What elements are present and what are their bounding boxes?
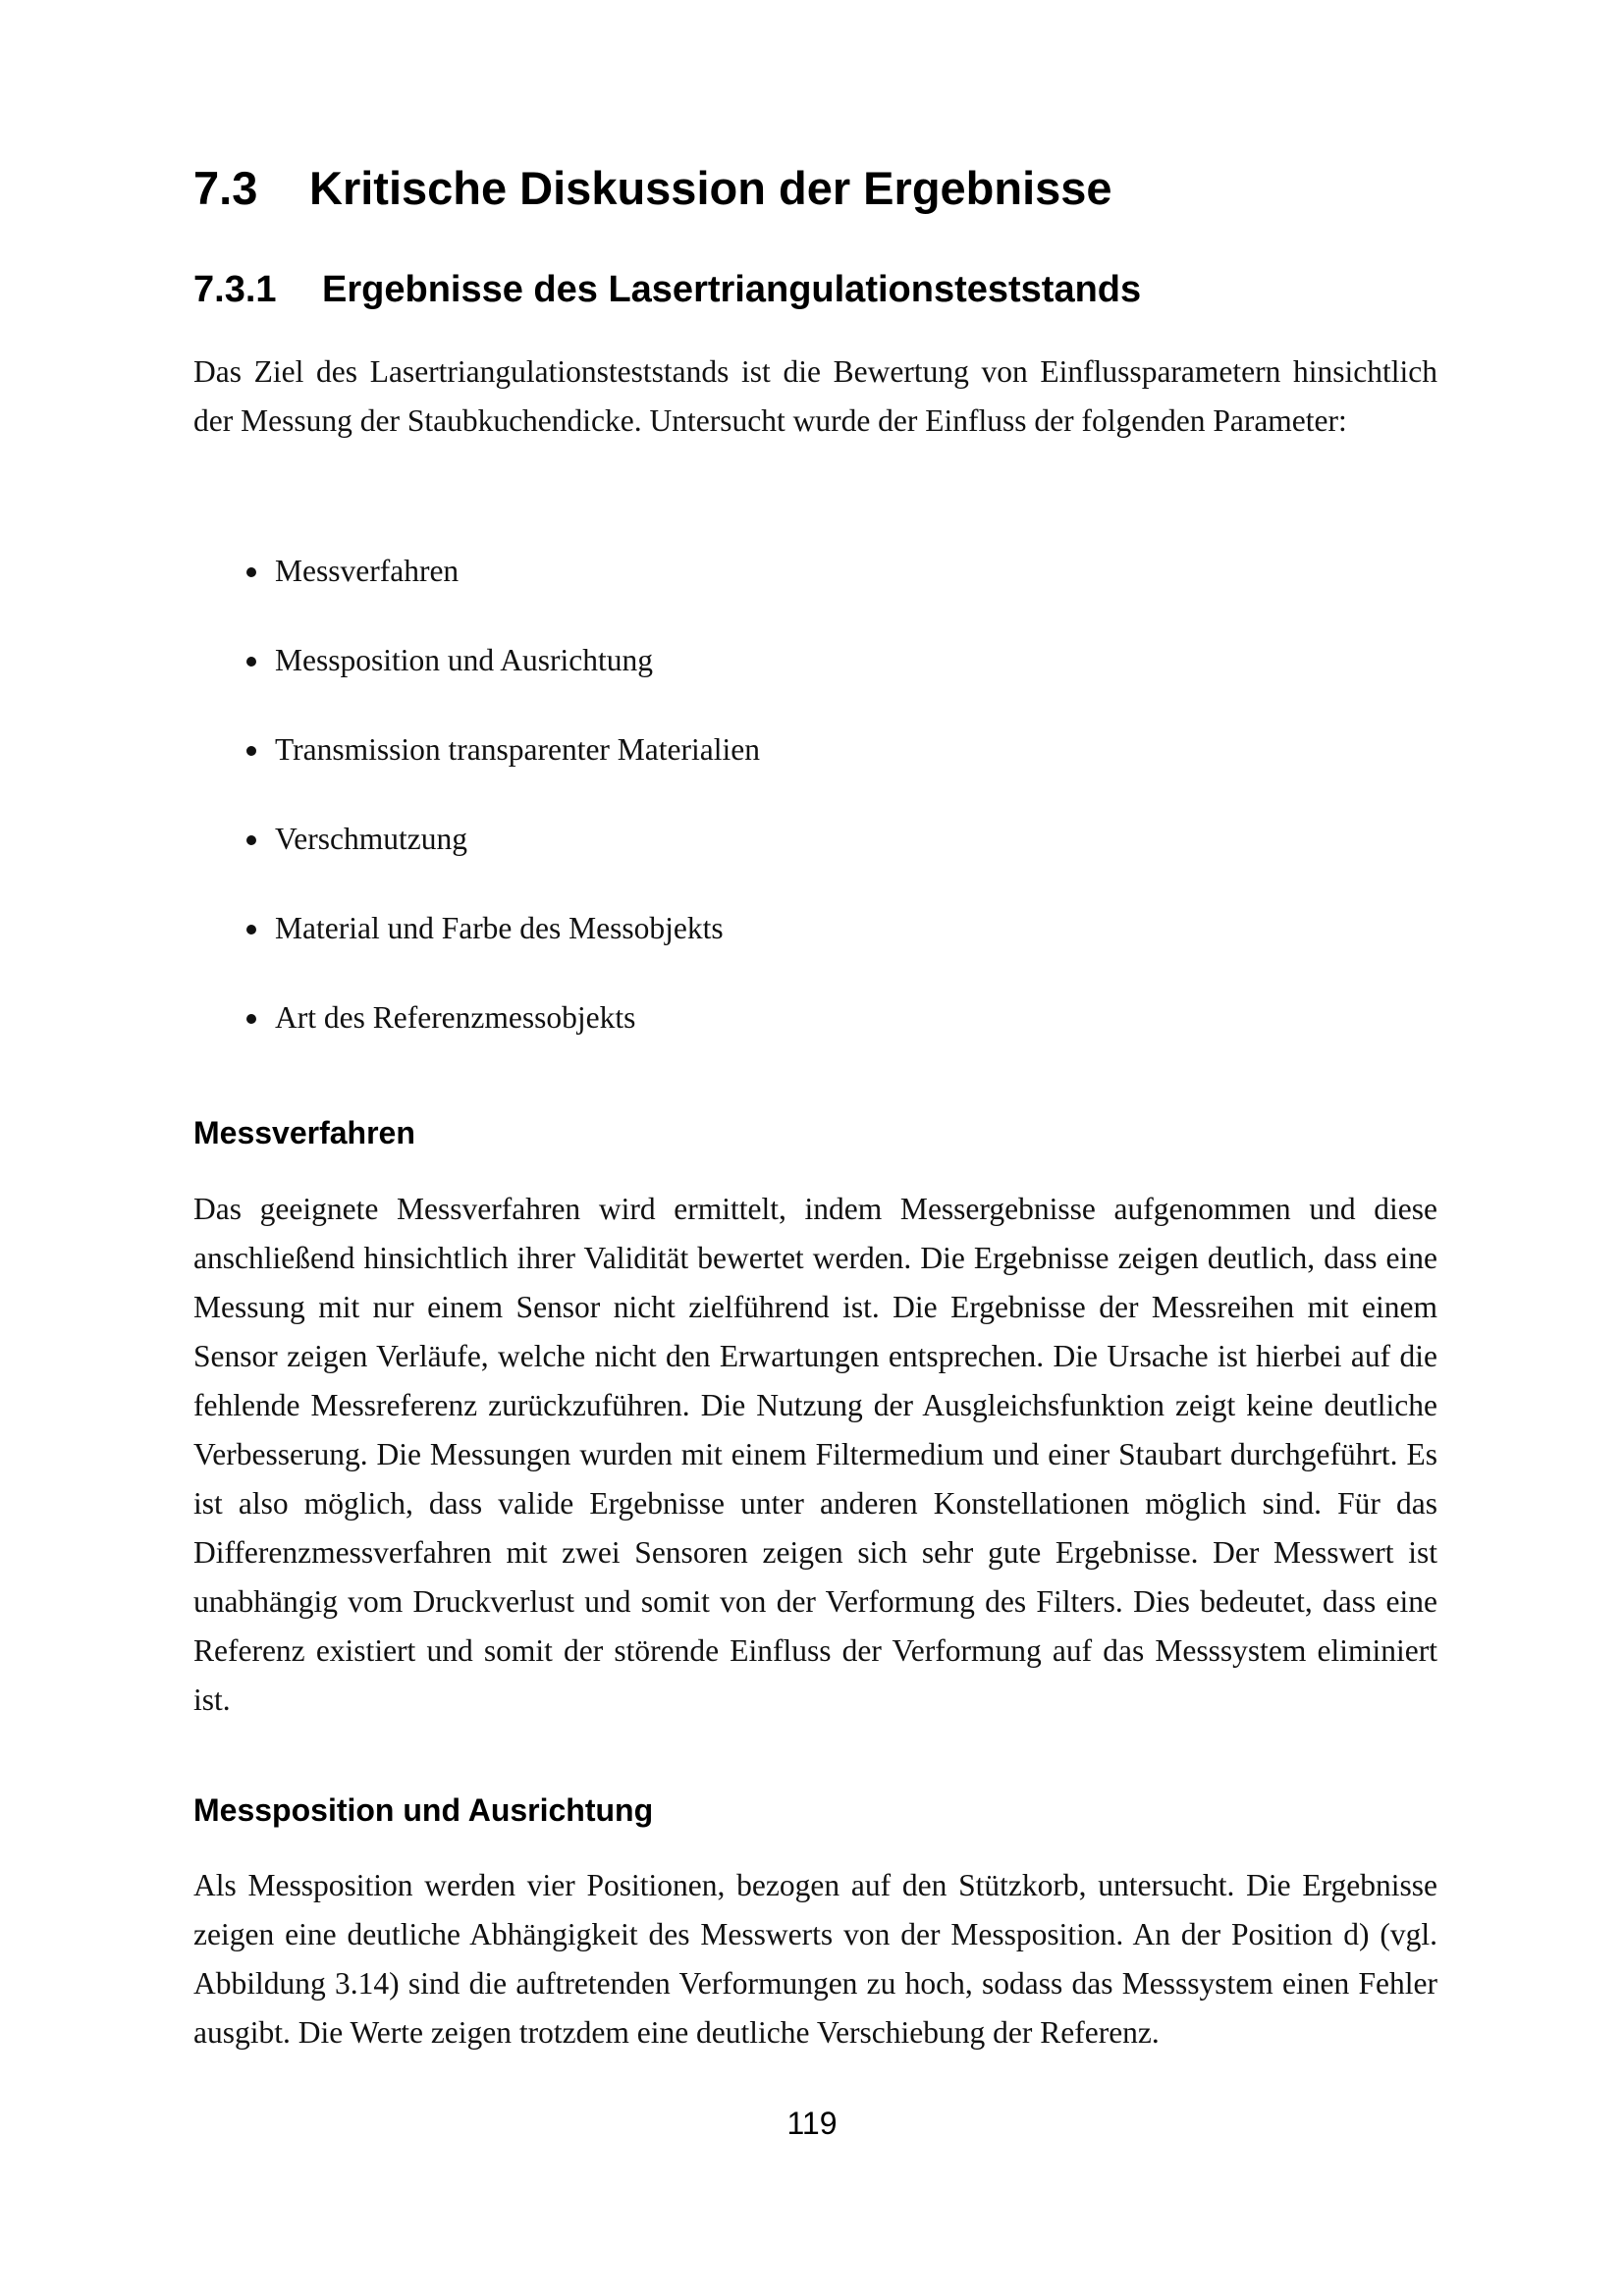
parameter-list [193, 547, 1372, 1083]
section-title: Kritische Diskussion der Ergebnisse [309, 162, 1112, 214]
bullet-icon [246, 657, 256, 667]
list-item [193, 993, 1372, 1083]
list-item-text: Verschmutzung [275, 822, 467, 856]
subsection-number: 7.3.1 [193, 269, 277, 310]
messverfahren-heading: Messverfahren [193, 1115, 415, 1150]
messverfahren-paragraph: Das geeignete Messverfahren wird ermittelt, indem Messergebnisse aufgenommen und diese anschließend hinsichtlich ihrer Validität bewertet werden. Die Ergebnisse zeigen deutlich, dass eine Messung mit nur einem Sensor nicht zielführend ist. Die Ergebnisse der Messreihen mit einem Sensor zeigen Verläufe, welche nicht den Erwartungen entsprechen. Die Ursache ist hierbei auf die fehlende Messreferenz zurückzuführen. Die Nutzung der Ausgleichsfunktion zeigt keine deutliche Verbesserung. Die Messungen wurden mit einem Filtermedium und einer Staubart durchgeführt. Es ist also möglich, dass valide Ergebnisse unter anderen Konstellationen möglich sind. Für das Differenzmessverfahren mit zwei Sensoren zeigen sich sehr gute Ergebnisse. Der Messwert ist unabhängig vom Druckverlust und somit von der Verformung des Filters. Dies bedeutet, dass eine Referenz existiert und somit der störende Einfluss der Verformung auf das Messsystem eliminiert ist. [193, 1192, 1437, 1717]
list-item [193, 815, 1372, 904]
section-number: 7.3 [193, 162, 258, 214]
list-item [193, 636, 1372, 725]
bullet-icon [246, 567, 256, 577]
list-item-text: Art des Referenzmessobjekts [275, 1000, 636, 1035]
list-item [193, 904, 1372, 993]
section-heading [193, 161, 1112, 215]
list-item-text: Material und Farbe des Messobjekts [275, 911, 724, 945]
list-item-text: Messposition und Ausrichtung [275, 643, 654, 677]
bullet-icon [246, 925, 256, 934]
list-item-text: Messverfahren [275, 554, 460, 588]
messposition-heading: Messposition und Ausrichtung [193, 1792, 654, 1828]
list-item-text: Transmission transparenter Materialien [275, 732, 760, 767]
bullet-icon [246, 835, 256, 845]
bullet-icon [246, 746, 256, 756]
page-number: 119 [786, 2106, 838, 2141]
subsection-title: Ergebnisse des Lasertriangulationsteststands [322, 269, 1142, 310]
messposition-paragraph: Als Messposition werden vier Positionen, bezogen auf den Stützkorb, untersucht. Die Ergebnisse zeigen eine deutliche Abhängigkeit des Messwerts von der Messposition. An der Position d) (vgl. Abbildung 3.14) sind die auftretenden Verformungen zu hoch, sodass das Messsystem einen Fehler ausgibt. Die Werte zeigen trotzdem eine deutliche Verschiebung der Referenz. [193, 1868, 1437, 2050]
list-item [193, 725, 1372, 815]
list-item [193, 547, 1372, 636]
bullet-icon [246, 1014, 256, 1024]
intro-paragraph: Das Ziel des Lasertriangulationsteststands ist die Bewertung von Einflussparametern hinsichtlich der Messung der Staubkuchendicke. Untersucht wurde der Einfluss der folgenden Parameter: [193, 354, 1437, 438]
subsection-heading [193, 269, 1141, 311]
